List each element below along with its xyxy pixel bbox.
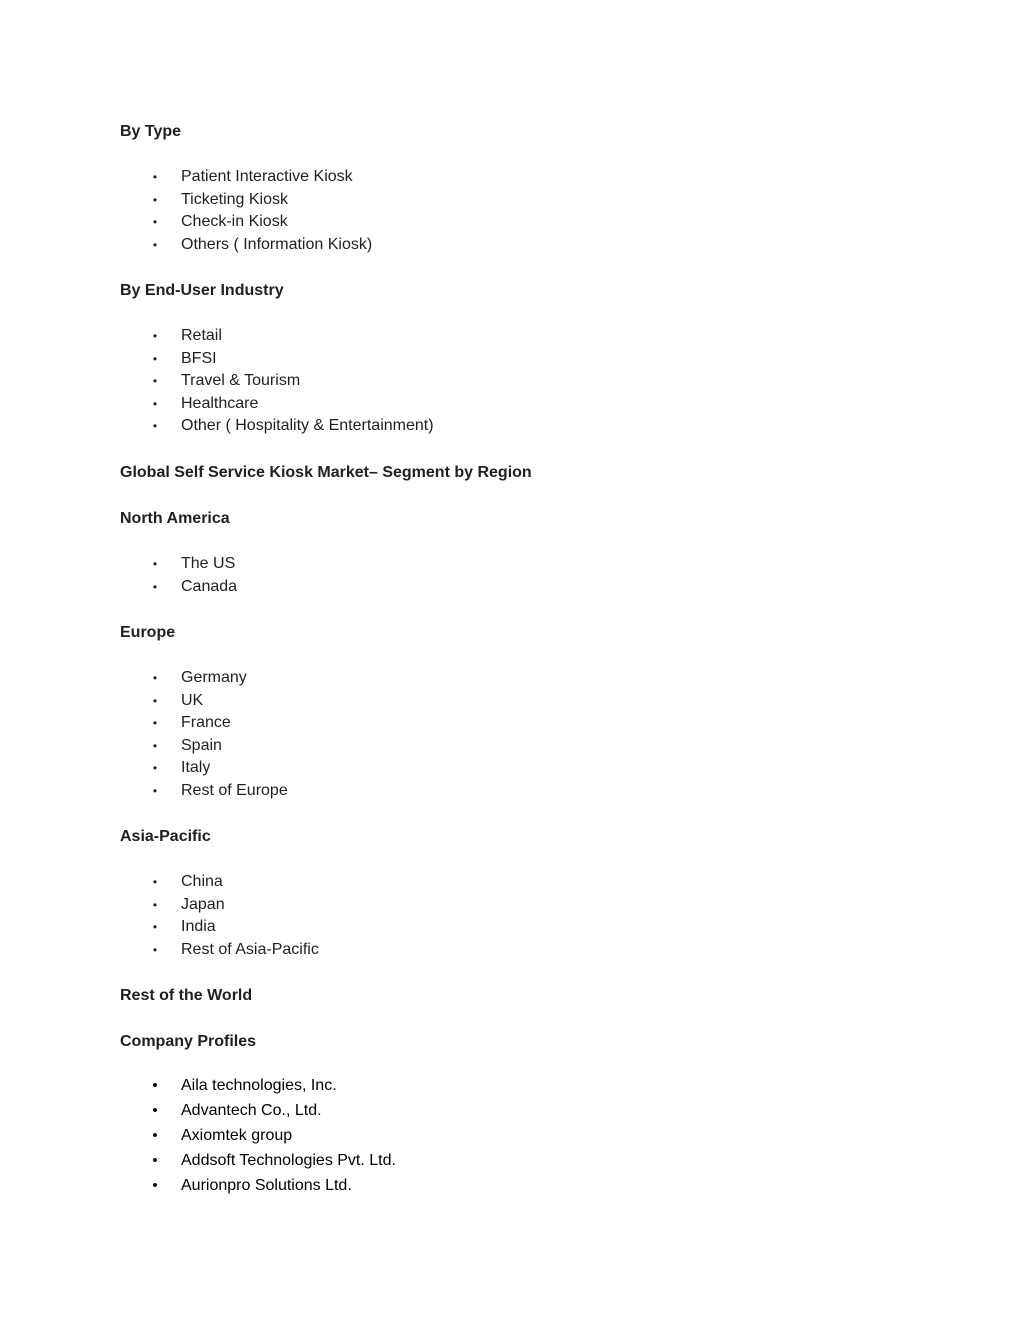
bullet-icon: • bbox=[152, 396, 158, 411]
bullet-icon: • bbox=[152, 1127, 158, 1144]
bullet-icon: • bbox=[152, 897, 158, 912]
bullet-icon: • bbox=[152, 783, 158, 798]
bullet-icon: • bbox=[152, 237, 158, 252]
bullet-icon: • bbox=[152, 716, 158, 731]
bullet-icon: • bbox=[152, 738, 158, 753]
bullet-icon: • bbox=[152, 215, 158, 230]
bullet-icon: • bbox=[152, 1152, 158, 1169]
bullet-icon: • bbox=[152, 875, 158, 889]
bullet-icon: • bbox=[152, 374, 158, 389]
bullet-icon: • bbox=[152, 761, 158, 776]
bullet-icon: • bbox=[152, 329, 158, 343]
heading-company-profiles: Company Profiles bbox=[120, 1033, 257, 1050]
bullet-icon: • bbox=[152, 942, 158, 957]
bullet-icon: • bbox=[152, 1077, 158, 1094]
bullet-icon: • bbox=[152, 192, 158, 207]
bullet-icon: • bbox=[152, 351, 158, 366]
bullet-icon: • bbox=[152, 1102, 158, 1119]
bullet-icon: • bbox=[152, 579, 158, 594]
bullet-icon: • bbox=[152, 419, 158, 434]
heading-europe: Europe bbox=[120, 624, 176, 641]
bullet-icon: • bbox=[152, 1177, 158, 1194]
heading-north-america: North America bbox=[120, 510, 230, 527]
bullet-icon: • bbox=[152, 693, 158, 708]
bullet-icon: • bbox=[152, 920, 158, 935]
heading-by-type: By Type bbox=[120, 123, 182, 140]
heading-by-end-user-industry: By End-User Industry bbox=[120, 282, 284, 299]
bullet-icon: • bbox=[152, 557, 158, 571]
bullet-icon: • bbox=[152, 170, 158, 184]
bullet-icon: • bbox=[152, 671, 158, 685]
heading-segment-by-region: Global Self Service Kiosk Market– Segment by Region bbox=[120, 464, 532, 481]
heading-asia-pacific: Asia-Pacific bbox=[120, 828, 211, 845]
document-page: By Type • Patient Interactive Kiosk • Ticketing Kiosk • Check-in Kiosk • Others ( Information Kiosk) By End-User Industry • Retail • BFSI • Travel & Tourism • Healthcare • Other ( Hospitality & Entertainment) Global Self Service Kiosk Market– Segment by Region North America • The US • Canada Europe • Germany • UK • France • Spain • Italy • Rest of Europe Asia-Pacific • China • Japan • India • Rest of Asia-Pacific Rest of the World Company Profiles • Aila technologies, Inc. • Advantech Co., Ltd. • Axiomtek group • Addsoft Technologies Pvt. Ltd. • Aurionpro Solutions Ltd. bbox=[0, 0, 1024, 1325]
heading-rest-of-the-world: Rest of the World bbox=[120, 987, 253, 1004]
